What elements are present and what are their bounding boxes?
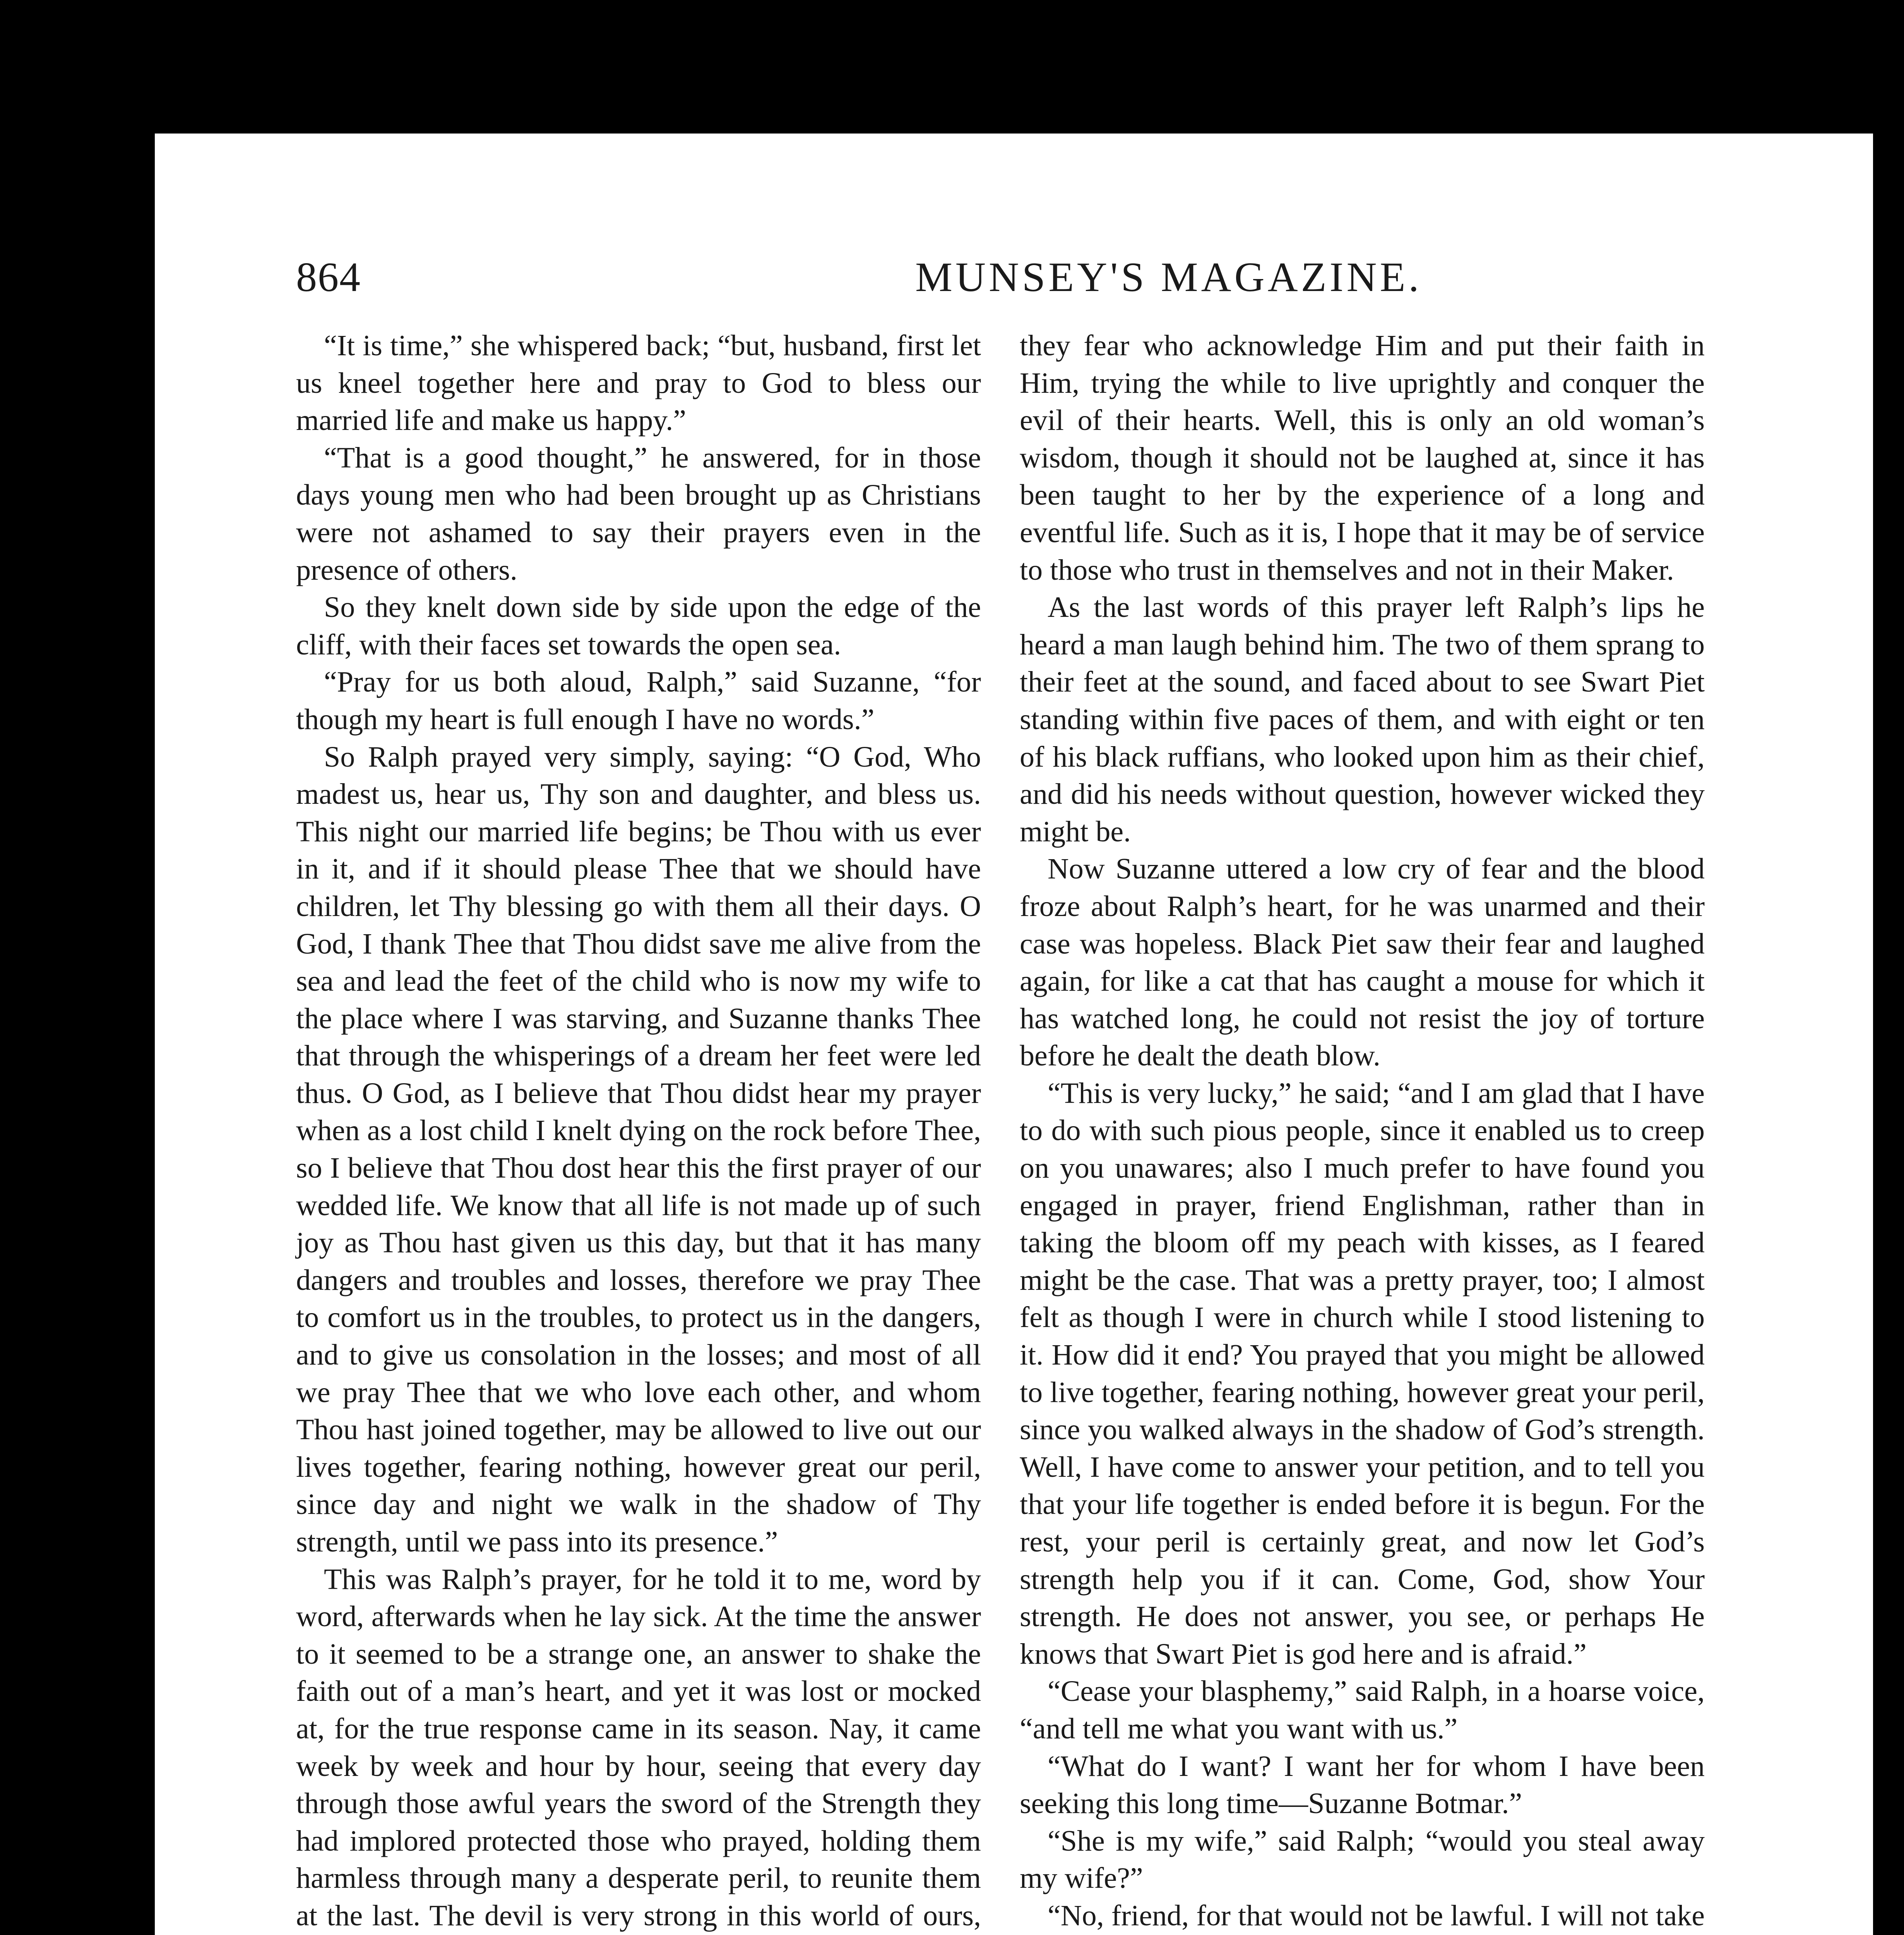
paragraph: they fear who acknowledge Him and put their faith in Him, trying the while to live uprightly and conquer the evil of their hearts. Well, this is only an old woman’s wisdom, though it should not be laughed at, since it has been taught to her by the experience of a long and eventful life. Such as it is, I hope that it may be of service to those who trust in themselves and not in their Maker. <box>1020 329 1705 586</box>
page-header <box>296 246 1873 304</box>
paragraph: Now Suzanne uttered a low cry of fear and the blood froze about Ralph’s heart, for he was unarmed and their case was hopeless. Black Piet saw their fear and laughed again, for like a cat that has caught a mouse for which it has watched long, he could not resist the joy of torture before he dealt the death blow. <box>1020 853 1705 1072</box>
paragraph: This was Ralph’s prayer, for he told it to me, word by word, afterwards when he lay sick. At the time the answer to it seemed to be a strange one, an answer to shake the faith out of a man’s heart, and yet it was lost or mocked at, for the true response came in its season. Nay, it came week by week and hour by hour, seeing that every day through those awful years the sword of the Strength they had implored protected those who prayed, holding them harmless through many a desperate peril, to reunite them at the last. The devil is very strong in this world of ours, <box>296 1563 981 1932</box>
running-title: MUNSEY'S MAGAZINE. <box>915 254 1422 300</box>
paragraph: “Cease your blasphemy,” said Ralph, in a hoarse voice, “and tell me what you want with us.” <box>1020 1675 1705 1745</box>
paragraph: “She is my wife,” said Ralph; “would you steal away my wife?” <box>1020 1824 1705 1895</box>
paragraph: As the last words of this prayer left Ralph’s lips he heard a man laugh behind him. The two of them sprang to their feet at the sound, and faced about to see Swart Piet standing within five paces of them, and with eight or ten of his black ruffians, who looked upon him as their chief, and did his needs without question, however wicked they might be. <box>1020 591 1705 848</box>
magazine-page <box>155 134 1873 1935</box>
paragraph: “Pray for us both aloud, Ralph,” said Suzanne, “for though my heart is full enough I have no words.” <box>296 666 981 736</box>
text-column-left <box>296 327 981 1935</box>
paragraph: “This is very lucky,” he said; “and I am glad that I have to do with such pious people, since it enabled us to creep on you unawares; also I much prefer to have found you engaged in prayer, friend Englishman, rather than in taking the bloom off my peach with kisses, as I feared might be the case. That was a pretty prayer, too; I almost felt as though I were in church while I stood listening to it. How did it end? You prayed that you might be allowed to live together, fearing nothing, however great your peril, since you walked always in the shadow of God’s strength. Well, I have come to answer your petition, and to tell you that your life together is ended before it is begun. For the rest, your peril is certainly great, and now let God’s strength help you if it can. Come, God, show Your strength. He does not answer, you see, or perhaps He knows that Swart Piet is god here and is afraid.” <box>1020 1077 1705 1670</box>
text-column-right <box>1020 327 1705 1935</box>
paragraph: “That is a good thought,” he answered, for in those days young men who had been brought up as Christians were not ashamed to say their prayers even in the presence of others. <box>296 441 981 586</box>
paragraph: So Ralph prayed very simply, saying: “O God, Who madest us, hear us, Thy son and daughter, and bless us. This night our married life begins; be Thou with us ever in it, and if it should please Thee that we should have children, let Thy blessing go with them all their days. O God, I thank Thee that Thou didst save me alive from the sea and lead the feet of the child who is now my wife to the place where I was starving, and Suzanne thanks Thee that through the whisperings of a dream her feet were led thus. O God, as I believe that Thou didst hear my prayer when as a lost child I knelt dying on the rock before Thee, so I believe that Thou dost hear this the first prayer of our wedded life. We know that all life is not made up of such joy as Thou hast given us this day, but that it has many dangers and troubles and losses, therefore we pray Thee to comfort us in the troubles, to protect us in the dangers, and to give us consolation in the losses; and most of all we pray Thee that we who love each other, and whom Thou hast joined together, may be allowed to live out our lives together, fearing nothing, however great our peril, since day and night we walk in the shadow of Thy strength, until we pass into its presence.” <box>296 740 981 1558</box>
paragraph: “No, friend, for that would not be lawful. I will not take <box>1048 1899 1705 1932</box>
paragraph: So they knelt down side by side upon the edge of the cliff, with their faces set towards the open sea. <box>296 591 981 661</box>
page-number: 864 <box>296 254 361 300</box>
paragraph: “What do I want? I want her for whom I have been seeking this long time—Suzanne Botmar.” <box>1020 1750 1705 1820</box>
paragraph: “It is time,” she whispered back; “but, husband, first let us kneel together here and pray to God to bless our married life and make us happy.” <box>296 329 981 437</box>
